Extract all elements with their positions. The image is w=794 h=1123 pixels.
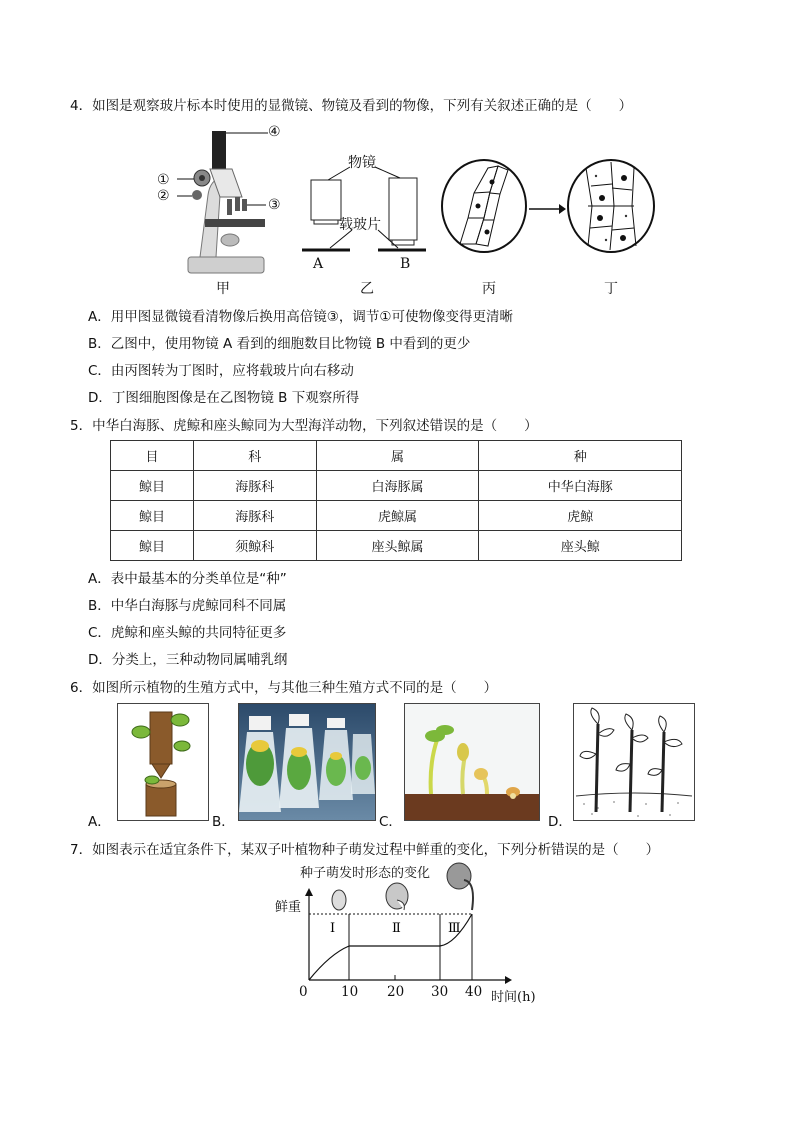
q6-stem: 6．如图所示植物的生殖方式中，与其他三种生殖方式不同的是（ ） [70, 680, 498, 696]
table-row [111, 531, 682, 561]
q7-stem: 7．如图表示在适宜条件下，某双子叶植物种子萌发过程中鲜重的变化，下列分析错误的是（ ） [70, 842, 660, 858]
x-axis-arrow-icon [505, 976, 512, 984]
stage-label: Ⅰ [330, 921, 336, 936]
grafting-image [117, 703, 209, 821]
seed-germination-image [404, 703, 540, 821]
table-cell: 鲸目 [111, 501, 194, 531]
table-cell: 中华白海豚 [479, 471, 682, 501]
table-row [111, 471, 682, 501]
seedling-icon [447, 863, 473, 910]
table-cell: 座头鲸 [479, 531, 682, 561]
fresh-weight-graph [300, 862, 520, 992]
table-header-cell: 种 [479, 441, 682, 471]
q6-letter-b[interactable]: B． [212, 814, 235, 830]
x-tick-origin: 0 [299, 984, 308, 1000]
q4-option-b[interactable]: B．乙图中，使用物镜 A 看到的细胞数目比物镜 B 中看到的更少 [88, 336, 471, 352]
graph-ylabel: 鲜重 [275, 900, 302, 915]
table-cell: 海豚科 [193, 471, 316, 501]
x-tick-label: 40 [465, 984, 483, 1000]
seed-icon [332, 890, 346, 910]
table-header-cell: 科 [193, 441, 316, 471]
stage-label: Ⅲ [448, 921, 461, 936]
table-cell: 虎鲸 [479, 501, 682, 531]
table-row [111, 501, 682, 531]
label-4: ④ [268, 124, 281, 140]
germinating-seed-icon [386, 883, 408, 910]
label-3: ③ [268, 197, 281, 213]
caption-yi: 乙 [360, 281, 374, 297]
graph-title: 种子萌发时形态的变化 [300, 866, 431, 881]
label-b: B [400, 256, 411, 272]
arrow-icon [527, 203, 567, 215]
table-cell: 座头鲸属 [316, 531, 479, 561]
q5-option-c[interactable]: C．虎鲸和座头鲸的共同特征更多 [88, 625, 287, 641]
q6-letter-c[interactable]: C． [379, 814, 402, 830]
q6-letter-d[interactable]: D． [548, 814, 572, 830]
q5-stem: 5．中华白海豚、虎鲸和座头鲸同为大型海洋动物，下列叙述错误的是（ ） [70, 418, 538, 434]
q4-option-a[interactable]: A．用甲图显微镜看清物像后换用高倍镜③，调节①可使物像变得更清晰 [88, 309, 513, 325]
cell-view-ding [566, 158, 656, 254]
q4-option-c[interactable]: C．由丙图转为丁图时，应将载玻片向右移动 [88, 363, 354, 379]
stage-label: Ⅱ [392, 921, 401, 936]
q6-letter-a[interactable]: A． [88, 814, 111, 830]
table-header-cell: 目 [111, 441, 194, 471]
q4-stem: 4．如图是观察玻片标本时使用的显微镜、物镜及看到的物像，下列有关叙述正确的是（ ） [70, 98, 633, 114]
caption-ding: 丁 [604, 281, 618, 297]
table-cell: 虎鲸属 [316, 501, 479, 531]
table-cell: 鲸目 [111, 531, 194, 561]
table-cell: 鲸目 [111, 471, 194, 501]
x-tick-label: 30 [431, 984, 449, 1000]
caption-jia: 甲 [216, 281, 230, 297]
tissue-culture-image [238, 703, 376, 821]
label-2: ② [157, 188, 170, 204]
table-header-row [111, 441, 682, 471]
table-cell: 白海豚属 [316, 471, 479, 501]
cell-view-bing [440, 158, 528, 254]
table-cell: 须鲸科 [193, 531, 316, 561]
label-a: A [313, 256, 324, 272]
label-objective: 物镜 [348, 155, 376, 171]
y-axis-arrow-icon [305, 888, 313, 896]
q5-option-b[interactable]: B．中华白海豚与虎鲸同科不同属 [88, 598, 287, 614]
x-tick-label: 20 [387, 984, 405, 1000]
table-header-cell: 属 [316, 441, 479, 471]
table-cell: 海豚科 [193, 501, 316, 531]
q5-option-d[interactable]: D．分类上，三种动物同属哺乳纲 [88, 652, 288, 668]
classification-table [110, 440, 682, 561]
label-1: ① [157, 172, 170, 188]
q5-option-a[interactable]: A．表中最基本的分类单位是“种” [88, 571, 287, 587]
caption-bing: 丙 [482, 281, 496, 297]
q4-option-d[interactable]: D．丁图细胞图像是在乙图物镜 B 下观察所得 [88, 390, 360, 406]
x-tick-label: 10 [341, 984, 359, 1000]
label-slide: 载玻片 [339, 217, 381, 233]
graph-xlabel: 时间(h) [491, 990, 536, 1005]
cutting-image [573, 703, 695, 821]
